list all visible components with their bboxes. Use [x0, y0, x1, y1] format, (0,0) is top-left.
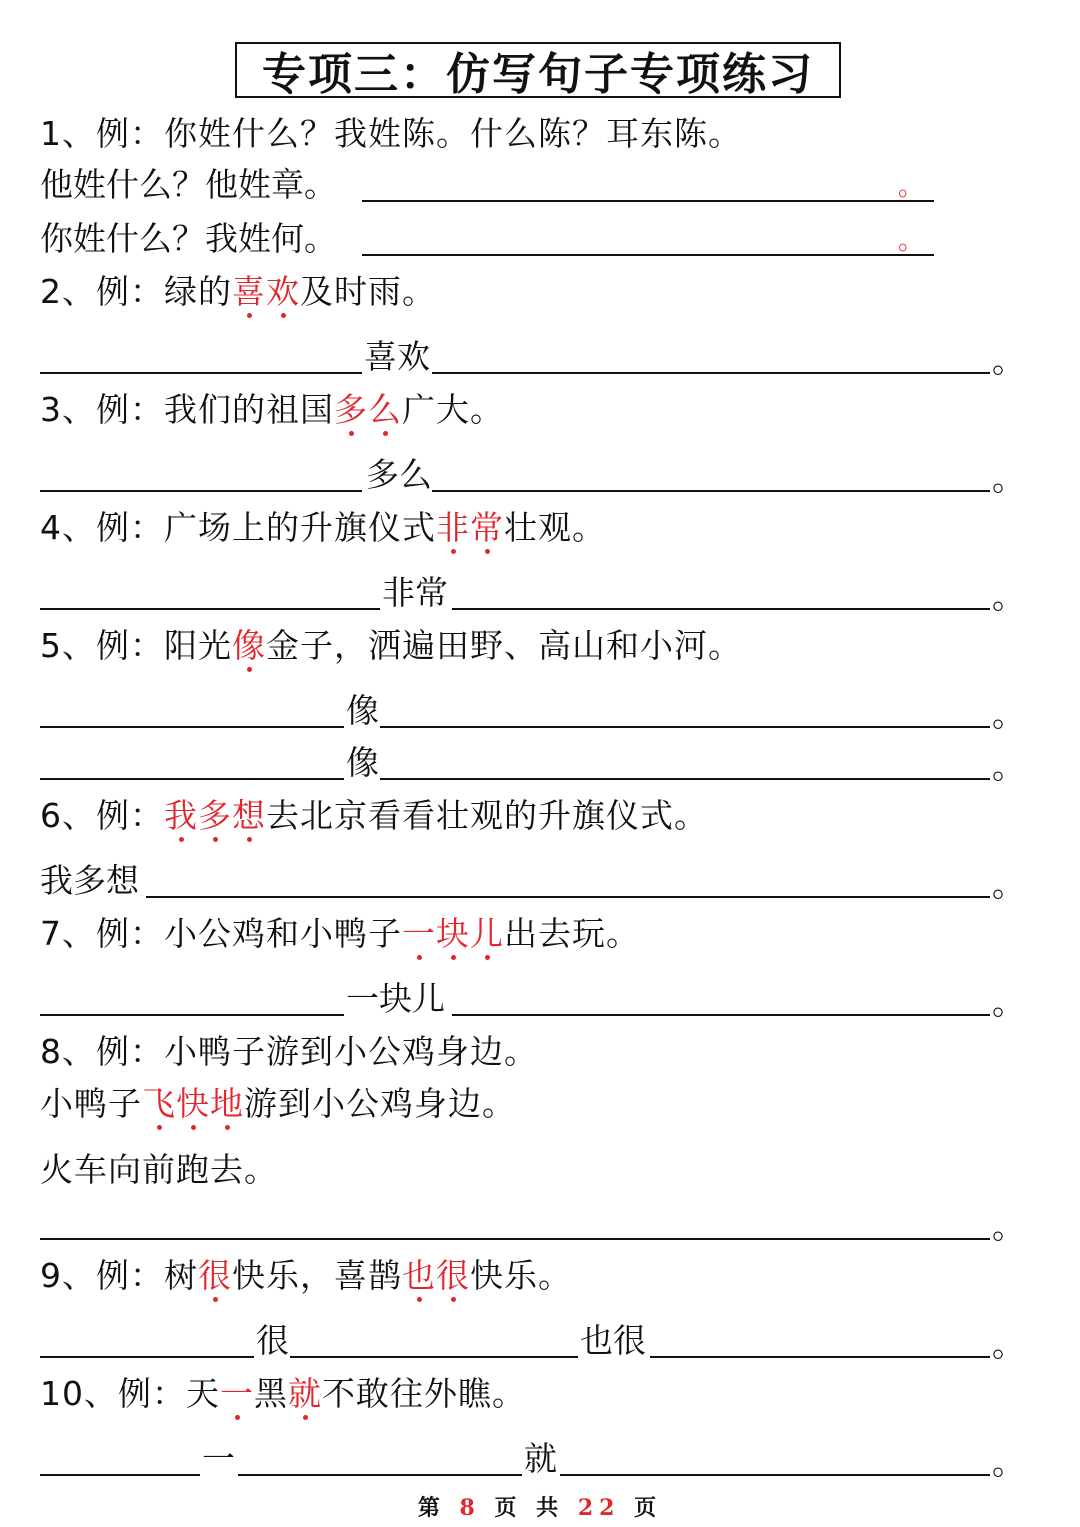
q3-key-char: 么	[368, 390, 402, 429]
q8-example: 8、例：小鸭子游到小公鸡身边。	[40, 1032, 538, 1071]
q7-period: 。	[992, 983, 1025, 1022]
q4-example: 4、例：广场上的升旗仪式非常壮观。	[40, 508, 606, 547]
q5-example: 5、例：阳光像金子，洒遍田野、高山和小河。	[40, 626, 742, 665]
q9-period: 。	[992, 1325, 1025, 1364]
q2-answer-row	[40, 337, 1025, 380]
q10-example: 10、例：天一黑就不敢往外瞧。	[40, 1374, 526, 1413]
page-footer	[0, 1491, 1080, 1522]
q5-key-char: 像	[232, 626, 266, 665]
q3-blank-after[interactable]	[432, 456, 990, 492]
q8-prompt: 火车向前跑去。	[40, 1150, 278, 1189]
q10-key-char: 一	[220, 1374, 254, 1413]
current-page-number: 8	[459, 1495, 481, 1521]
q5-period-b: 。	[992, 747, 1025, 786]
q2-example: 2、例：绿的喜欢及时雨。	[40, 272, 436, 311]
q10-period: 。	[992, 1443, 1025, 1482]
q5-period-a: 。	[992, 695, 1025, 734]
q8-key-char: 飞	[142, 1084, 176, 1123]
q10-key-word-2: 就	[524, 1439, 557, 1478]
q8-period: 。	[992, 1207, 1025, 1246]
q3-period: 。	[992, 459, 1025, 498]
q6-blank-after[interactable]	[146, 862, 990, 898]
q9-answer-row	[40, 1321, 1025, 1364]
q4-blank-after[interactable]	[452, 574, 990, 610]
q5-blank-before-b[interactable]	[40, 744, 344, 780]
q2-period: 。	[992, 341, 1025, 380]
q4-answer-row	[40, 573, 1025, 616]
q4-blank-before[interactable]	[40, 574, 380, 610]
q8-key-char: 地	[210, 1084, 244, 1123]
q7-blank-after[interactable]	[452, 980, 990, 1016]
q5-key-word-b: 像	[346, 743, 379, 782]
q1-red-period-b: 。	[898, 226, 925, 256]
q1-line-a: 他姓什么？他姓章。	[40, 165, 337, 204]
q5-blank-before-a[interactable]	[40, 692, 344, 728]
q7-answer-row	[40, 979, 1025, 1022]
q9-blank-2[interactable]	[290, 1322, 578, 1358]
q1-line-b: 你姓什么？我姓何。	[40, 219, 337, 258]
q10-blank-3[interactable]	[560, 1440, 990, 1476]
q6-key-word: 我多想	[40, 861, 139, 900]
q3-example: 3、例：我们的祖国多么广大。	[40, 390, 504, 429]
q7-key-char: 一	[402, 914, 436, 953]
q1-answer-row-b	[40, 220, 1020, 260]
q10-blank-2[interactable]	[238, 1440, 522, 1476]
q8-answer-row	[40, 1204, 1025, 1246]
q10-blank-1[interactable]	[40, 1440, 200, 1476]
q1-answer-row-a	[40, 166, 1020, 206]
page-title: 专项三：仿写句子专项练习	[235, 42, 841, 98]
q6-period: 。	[992, 865, 1025, 904]
q7-blank-before[interactable]	[40, 980, 344, 1016]
q5-answer-row-b	[40, 743, 1025, 786]
q7-example: 7、例：小公鸡和小鸭子一块儿出去玩。	[40, 914, 640, 953]
q4-key-char: 非	[436, 508, 470, 547]
q6-answer-row	[40, 861, 1025, 904]
q4-key-word: 非常	[382, 573, 448, 612]
q9-key-char: 很	[198, 1256, 232, 1295]
q3-key-word: 多么	[366, 455, 432, 494]
q1-red-period-a: 。	[898, 172, 925, 202]
q1-answer-blank-b[interactable]	[362, 220, 934, 256]
footer-post: 页	[634, 1495, 663, 1521]
q5-key-word-a: 像	[346, 691, 379, 730]
q9-key-word-2: 也很	[580, 1321, 646, 1360]
q5-blank-after-a[interactable]	[380, 692, 990, 728]
q9-key-word-1: 很	[256, 1321, 289, 1360]
q8-key-char: 快	[176, 1084, 210, 1123]
q9-example: 9、例：树很快乐，喜鹊也很快乐。	[40, 1256, 572, 1295]
q9-key-char: 也	[402, 1256, 436, 1295]
q8-model-sentence: 小鸭子飞快地游到小公鸡身边。	[40, 1084, 516, 1123]
q2-blank-before[interactable]	[40, 338, 362, 374]
q7-key-char: 块	[436, 914, 470, 953]
q10-answer-row	[40, 1439, 1025, 1482]
q10-key-char: 就	[288, 1374, 322, 1413]
footer-pre: 第	[417, 1495, 446, 1521]
q7-key-word: 一块儿	[346, 979, 445, 1018]
q6-key-char: 想	[232, 796, 266, 835]
q10-key-word-1: 一	[202, 1439, 235, 1478]
q3-blank-before[interactable]	[40, 456, 362, 492]
q6-key-char: 我	[164, 796, 198, 835]
q2-key-char: 欢	[266, 272, 300, 311]
q5-blank-after-b[interactable]	[380, 744, 990, 780]
q5-answer-row-a	[40, 691, 1025, 734]
q4-period: 。	[992, 577, 1025, 616]
q9-blank-3[interactable]	[650, 1322, 990, 1358]
q7-key-char: 儿	[470, 914, 504, 953]
total-page-number: 22	[577, 1495, 621, 1521]
q3-answer-row	[40, 455, 1025, 498]
q2-key-word: 喜欢	[364, 337, 430, 376]
q6-key-char: 多	[198, 796, 232, 835]
q8-answer-blank[interactable]	[40, 1204, 990, 1240]
q9-key-char: 很	[436, 1256, 470, 1295]
q1-example: 1、例：你姓什么？我姓陈。什么陈？耳东陈。	[40, 114, 742, 153]
q2-blank-after[interactable]	[432, 338, 990, 374]
q4-key-char: 常	[470, 508, 504, 547]
q9-blank-1[interactable]	[40, 1322, 254, 1358]
q3-key-char: 多	[334, 390, 368, 429]
q1-answer-blank-a[interactable]	[362, 166, 934, 202]
q2-key-char: 喜	[232, 272, 266, 311]
footer-mid: 页 共	[494, 1495, 565, 1521]
q6-example: 6、例：我多想去北京看看壮观的升旗仪式。	[40, 796, 708, 835]
